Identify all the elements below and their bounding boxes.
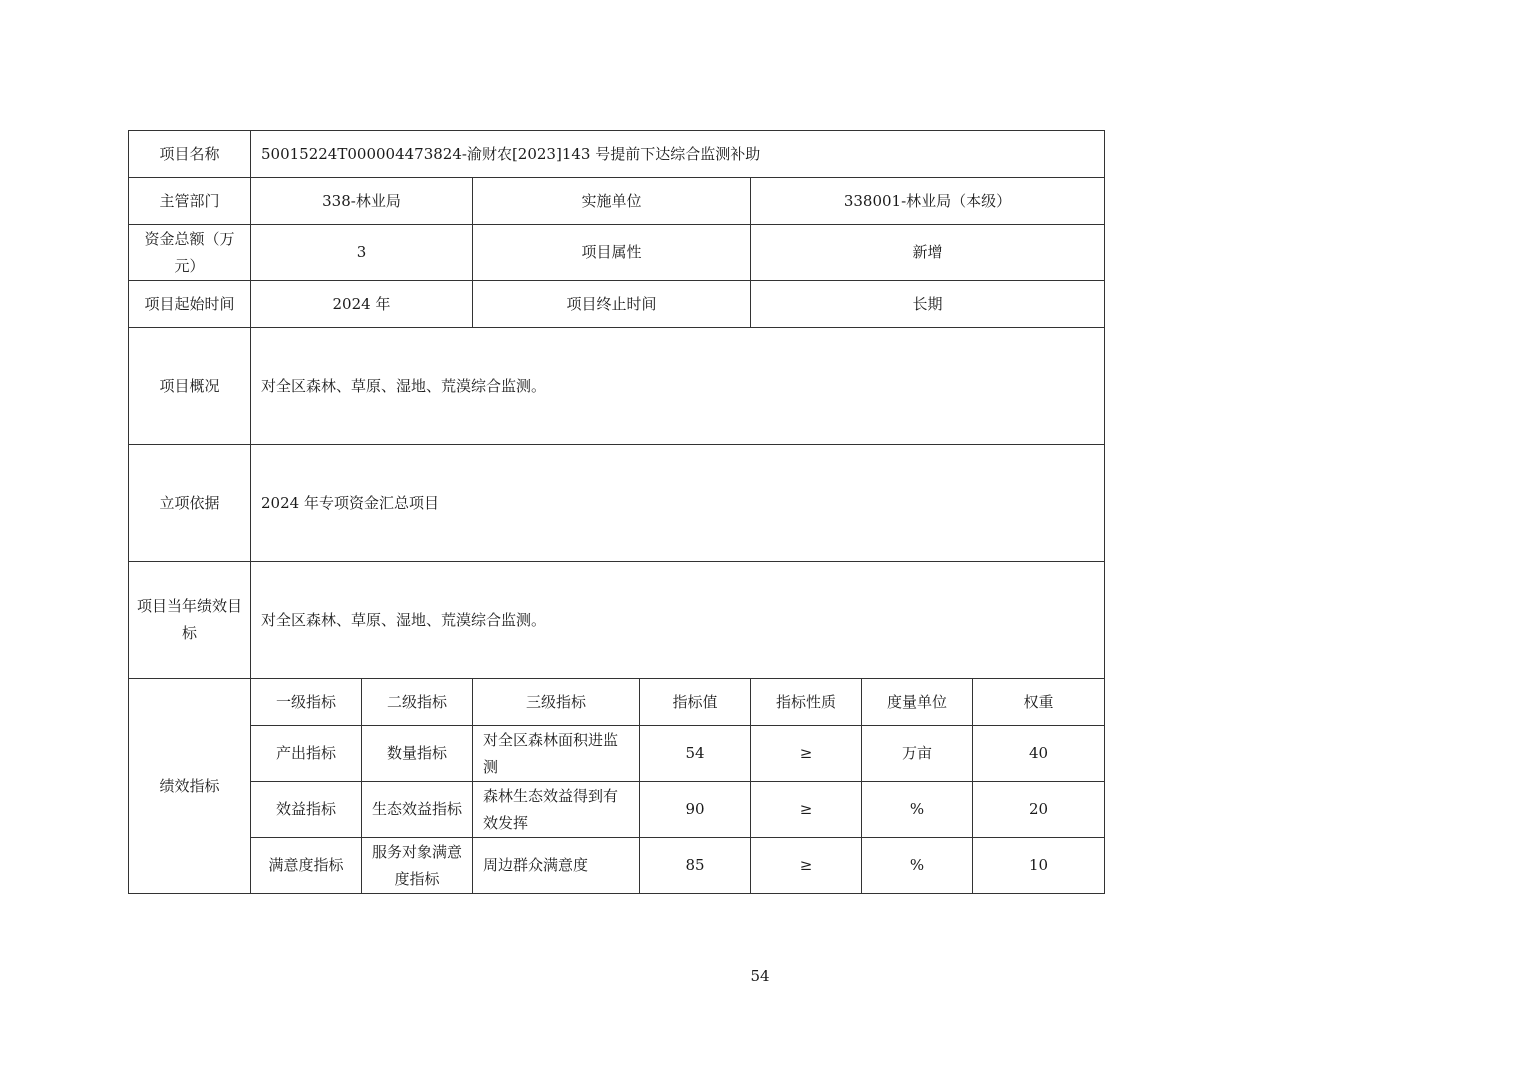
project-performance-table: [128, 130, 1105, 894]
indicator-level1: 满意度指标: [251, 838, 362, 894]
indicator-row: [129, 726, 1105, 782]
header-value: 指标值: [640, 679, 751, 726]
overview-label: 项目概况: [129, 328, 251, 445]
department-row: [129, 178, 1105, 225]
basis-label: 立项依据: [129, 445, 251, 562]
indicator-unit: %: [862, 782, 973, 838]
goal-label: 项目当年绩效目标: [129, 562, 251, 679]
fund-total-label: 资金总额（万元）: [129, 225, 251, 281]
start-time-label: 项目起始时间: [129, 281, 251, 328]
goal-value: 对全区森林、草原、湿地、荒漠综合监测。: [251, 562, 1105, 679]
goal-row: [129, 562, 1105, 679]
indicator-value: 54: [640, 726, 751, 782]
indicator-weight: 40: [973, 726, 1105, 782]
department-value: 338-林业局: [251, 178, 473, 225]
overview-value: 对全区森林、草原、湿地、荒漠综合监测。: [251, 328, 1105, 445]
fund-row: [129, 225, 1105, 281]
department-label: 主管部门: [129, 178, 251, 225]
indicator-level3: 森林生态效益得到有效发挥: [473, 782, 640, 838]
indicator-level2: 数量指标: [362, 726, 473, 782]
project-name-value: 50015224T000004473824-渝财农[2023]143 号提前下达综合监测补助: [251, 131, 1105, 178]
page-number: 54: [750, 967, 770, 985]
fund-total-value: 3: [251, 225, 473, 281]
indicator-nature: ≥: [751, 726, 862, 782]
start-time-value: 2024 年: [251, 281, 473, 328]
indicator-unit: 万亩: [862, 726, 973, 782]
end-time-value: 长期: [751, 281, 1105, 328]
indicator-header-row: [129, 679, 1105, 726]
indicator-level3: 周边群众满意度: [473, 838, 640, 894]
end-time-label: 项目终止时间: [473, 281, 751, 328]
period-row: [129, 281, 1105, 328]
implementing-unit-label: 实施单位: [473, 178, 751, 225]
indicator-weight: 10: [973, 838, 1105, 894]
overview-row: [129, 328, 1105, 445]
indicator-level1: 效益指标: [251, 782, 362, 838]
header-unit: 度量单位: [862, 679, 973, 726]
indicator-value: 85: [640, 838, 751, 894]
indicator-row: [129, 838, 1105, 894]
performance-indicator-label: 绩效指标: [129, 679, 251, 894]
indicator-level2: 生态效益指标: [362, 782, 473, 838]
indicator-weight: 20: [973, 782, 1105, 838]
project-attribute-label: 项目属性: [473, 225, 751, 281]
indicator-level1: 产出指标: [251, 726, 362, 782]
project-name-row: [129, 131, 1105, 178]
project-attribute-value: 新增: [751, 225, 1105, 281]
indicator-value: 90: [640, 782, 751, 838]
indicator-nature: ≥: [751, 782, 862, 838]
indicator-nature: ≥: [751, 838, 862, 894]
indicator-unit: %: [862, 838, 973, 894]
indicator-row: [129, 782, 1105, 838]
basis-row: [129, 445, 1105, 562]
header-level2: 二级指标: [362, 679, 473, 726]
project-name-label: 项目名称: [129, 131, 251, 178]
header-weight: 权重: [973, 679, 1105, 726]
header-level1: 一级指标: [251, 679, 362, 726]
indicator-level2: 服务对象满意度指标: [362, 838, 473, 894]
indicator-level3: 对全区森林面积进监测: [473, 726, 640, 782]
implementing-unit-value: 338001-林业局（本级）: [751, 178, 1105, 225]
header-level3: 三级指标: [473, 679, 640, 726]
basis-value: 2024 年专项资金汇总项目: [251, 445, 1105, 562]
header-nature: 指标性质: [751, 679, 862, 726]
